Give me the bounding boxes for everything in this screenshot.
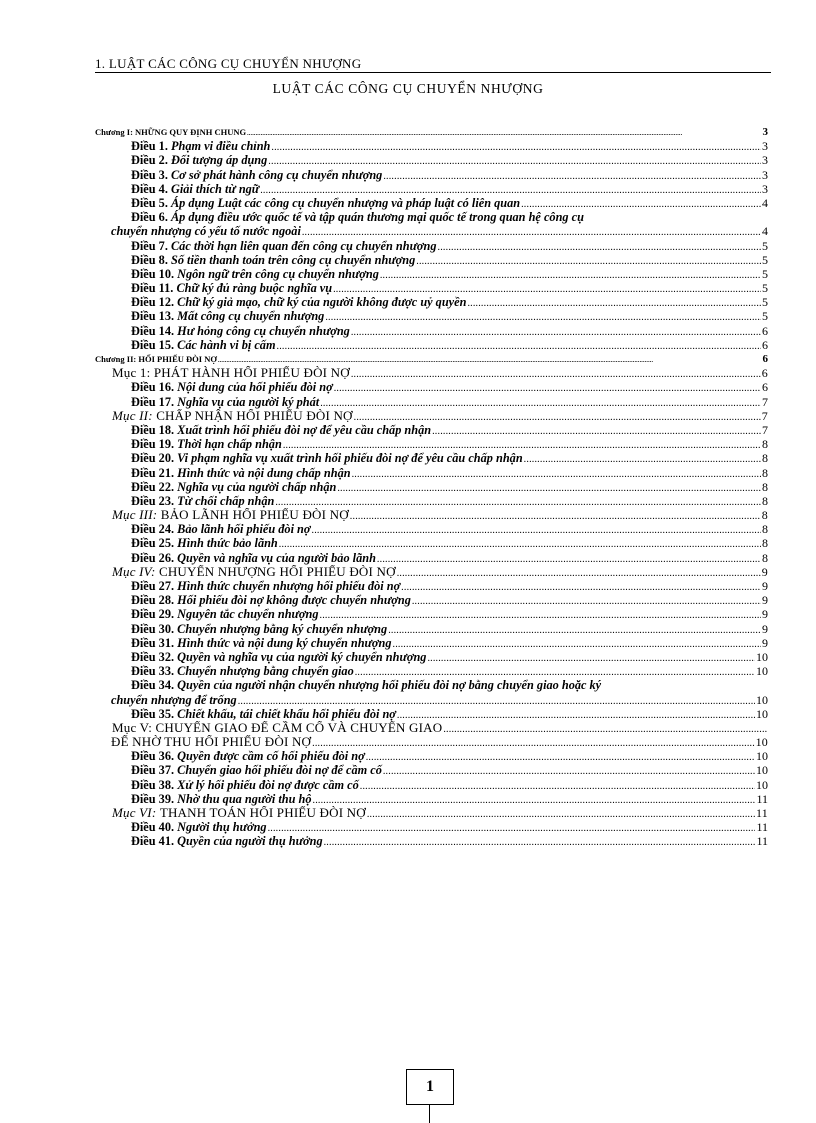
article-title: Giải thích từ ngữ [170, 181, 260, 196]
page-ref: 11 [756, 834, 768, 849]
article-title: Hình thức và nội dung ký chuyển nhượng [177, 635, 392, 650]
toc-section-entry[interactable] [95, 806, 768, 820]
toc-article-entry[interactable] [95, 210, 768, 224]
article-label: Điều 23. [131, 493, 175, 508]
article-text [131, 423, 431, 437]
article-text [131, 636, 392, 650]
dot-leader [312, 737, 754, 749]
article-label: Điều 7. [131, 238, 168, 253]
toc-section-entry[interactable] [95, 508, 768, 522]
article-text [131, 749, 365, 763]
page-ref: 5 [762, 266, 768, 281]
dot-leader [350, 510, 761, 522]
article-text [131, 466, 351, 480]
dot-leader [277, 340, 761, 352]
toc-article-entry[interactable] [95, 480, 768, 494]
article-title: Quyền của người thụ hưởng [177, 834, 323, 849]
article-title: Người thụ hưởng [177, 820, 267, 835]
dot-leader [247, 127, 754, 139]
toc-article-entry[interactable] [95, 281, 768, 295]
page-number-box: 1 [406, 1069, 454, 1105]
article-title: Chữ ký đủ ràng buộc nghĩa vụ [176, 281, 333, 296]
section-text [112, 508, 349, 522]
article-title: Nghĩa vụ của người ký phát [177, 394, 320, 409]
section-prefix: Mục III: [112, 508, 161, 523]
article-text [131, 139, 270, 153]
page-ref: 8 [762, 479, 768, 494]
article-text [131, 664, 354, 678]
article-label: Điều 4. [131, 181, 168, 196]
dot-leader [337, 482, 761, 494]
page-ref: 8 [762, 465, 768, 480]
table-of-contents [95, 125, 768, 849]
dot-leader [443, 723, 768, 735]
article-text [131, 763, 382, 777]
article-text [131, 267, 379, 281]
dot-leader [432, 425, 761, 437]
section-title-line1: Mục V: CHUYỂN GIAO ĐỂ CẦM CỐ VÀ CHUYỂN GIAO [112, 720, 443, 735]
page-ref: 10 [756, 692, 768, 707]
page-ref: 10 [756, 749, 768, 764]
toc-article-entry[interactable] [95, 168, 768, 182]
page-ref: 4 [762, 224, 768, 239]
article-title: Hình thức chuyển nhượng hối phiếu đòi nợ [177, 579, 401, 593]
page-ref: 7 [762, 394, 768, 409]
article-title: Xử lý hối phiếu đòi nợ được cầm cố [177, 777, 359, 792]
article-title: Cơ sở phát hành công cụ chuyển nhượng [170, 167, 383, 182]
article-label: Điều 38. [131, 777, 175, 792]
section-prefix: Mục IV: [112, 564, 159, 579]
page-ref: 3 [762, 181, 768, 196]
toc-section-entry[interactable] [95, 565, 768, 579]
page-ref: 8 [762, 522, 768, 537]
article-label: Điều 25. [131, 536, 175, 551]
article-label: Điều 18. [131, 422, 175, 437]
article-text [131, 153, 267, 167]
article-label: Điều 2. [131, 153, 168, 168]
section-text [112, 409, 353, 423]
article-title-line2: chuyển nhượng để trống [111, 692, 237, 707]
page-ref: 10 [756, 649, 768, 664]
toc-article-entry[interactable] [95, 749, 768, 763]
toc-article-entry[interactable] [95, 380, 768, 394]
page-ref: 8 [762, 451, 768, 466]
article-label: Điều 37. [131, 763, 175, 778]
article-label: Điều 34. [131, 678, 175, 693]
dot-leader [412, 595, 761, 607]
article-label: Điều 8. [131, 252, 168, 267]
toc-article-entry[interactable] [95, 395, 768, 409]
article-label: Điều 5. [131, 195, 168, 210]
article-title: Chuyển nhượng bằng chuyển giao [177, 664, 354, 679]
document-title: LUẬT CÁC CÔNG CỤ CHUYỂN NHƯỢNG [272, 81, 544, 96]
article-label: Điều 3. [131, 167, 168, 182]
article-text [131, 536, 278, 550]
dot-leader [324, 836, 756, 848]
dot-leader [312, 524, 762, 536]
article-text [131, 622, 387, 636]
toc-article-entry[interactable] [95, 607, 768, 621]
section-text [112, 366, 350, 380]
article-title: Quyền và nghĩa vụ của người ký chuyển nhượng [177, 649, 427, 664]
article-title: Các thời hạn liên quan đến công cụ chuyển nhượng [170, 238, 437, 253]
page-ref: 10 [755, 735, 768, 750]
dot-leader [416, 255, 761, 267]
toc-article-entry[interactable] [95, 466, 768, 480]
article-text [131, 834, 323, 848]
page-ref: 6 [761, 366, 768, 381]
dot-leader [268, 822, 756, 834]
toc-article-entry[interactable] [95, 622, 768, 636]
page-ref: 5 [762, 295, 768, 310]
dot-leader [302, 226, 761, 238]
page-ref: 7 [761, 408, 768, 423]
dot-leader [367, 808, 755, 820]
article-text [131, 778, 359, 792]
toc-article-entry[interactable] [95, 763, 768, 777]
dot-leader [380, 269, 761, 281]
article-title: Hình thức bảo lãnh [177, 536, 278, 551]
article-text [131, 551, 376, 565]
page-ref: 10 [756, 664, 768, 679]
article-text [131, 820, 267, 834]
dot-leader [355, 666, 755, 678]
article-label: Điều 19. [131, 437, 175, 452]
article-title: Vi phạm nghĩa vụ xuất trình hối phiếu đòi nợ để yêu cầu chấp nhận [177, 451, 523, 466]
article-title: Số tiền thanh toán trên công cụ chuyển nhượng [170, 252, 416, 267]
dot-leader [279, 538, 761, 550]
page-ref: 5 [762, 281, 768, 296]
toc-article-entry[interactable] [95, 579, 768, 593]
article-title: Thời hạn chấp nhận [177, 437, 282, 452]
article-text [131, 338, 276, 352]
page-ref: 8 [762, 550, 768, 565]
page-ref: 11 [756, 806, 768, 820]
toc-article-entry[interactable] [95, 324, 768, 338]
article-label: Điều 30. [131, 621, 175, 636]
article-title: Bảo lãnh hối phiếu đòi nợ [177, 522, 311, 537]
toc-article-entry[interactable] [95, 834, 768, 848]
dot-leader [354, 411, 761, 423]
article-text [131, 196, 520, 210]
article-title: Quyền được cầm cố hối phiếu đòi nợ [177, 749, 365, 764]
page-ref: 8 [761, 508, 768, 523]
section-title: CHUYỂN NHƯỢNG HỐI PHIẾU ĐÒI NỢ [158, 564, 396, 579]
toc-article-entry[interactable] [95, 707, 768, 721]
article-title: Các hành vi bị cấm [177, 337, 276, 352]
article-text [131, 494, 274, 508]
article-title: Chữ ký giả mạo, chữ ký của người không được uỷ quyền [177, 295, 467, 310]
page-ref: 5 [762, 238, 768, 253]
dot-leader [401, 581, 761, 593]
toc-article-entry[interactable] [95, 338, 768, 352]
dot-leader [393, 638, 762, 650]
section-text [112, 806, 366, 820]
dot-leader [352, 468, 761, 480]
dot-leader [334, 382, 761, 394]
page-ref: 6 [762, 380, 768, 395]
article-label: Điều 41. [131, 834, 175, 849]
page-ref: 6 [762, 337, 768, 352]
article-label: Điều 35. [131, 706, 175, 721]
dot-leader [325, 311, 761, 323]
page-ref: 9 [762, 621, 768, 636]
dot-leader [388, 624, 761, 636]
dot-leader [271, 141, 761, 153]
article-text [131, 168, 382, 182]
toc-section-entry-cont[interactable] [95, 735, 768, 749]
toc-chapter-entry[interactable] [95, 352, 768, 366]
page-ref: 3 [762, 139, 768, 154]
toc-section-entry[interactable] [95, 409, 768, 423]
article-text [131, 253, 415, 267]
article-title: Chiết khấu, tái chiết khấu hối phiếu đòi nợ [177, 706, 396, 721]
page-ref: 10 [756, 763, 768, 778]
article-text [131, 182, 259, 196]
section-title: CHẤP NHẬN HỐI PHIẾU ĐÒI NỢ [156, 408, 353, 423]
page-ref: 3 [762, 153, 768, 168]
article-title: Hối phiếu đòi nợ không được chuyển nhượng [177, 593, 411, 608]
article-label: Điều 24. [131, 522, 175, 537]
dot-leader [283, 439, 761, 451]
article-text [131, 650, 426, 664]
article-label: Điều 26. [131, 550, 175, 565]
dot-leader [238, 695, 755, 707]
toc-article-entry[interactable] [95, 664, 768, 678]
article-text [131, 792, 312, 806]
article-label: Điều 31. [131, 635, 175, 650]
article-text [131, 324, 350, 338]
page-ref: 11 [756, 791, 768, 806]
page-ref: 3 [762, 126, 768, 138]
page-ref: 9 [761, 564, 768, 579]
toc-article-entry[interactable] [95, 437, 768, 451]
article-label: Điều 14. [131, 323, 175, 338]
dot-leader [333, 283, 761, 295]
article-title: Đối tượng áp dụng [170, 153, 268, 168]
article-label: Điều 27. [131, 579, 175, 593]
article-label: Điều 39. [131, 791, 175, 806]
article-text [131, 451, 523, 465]
toc-article-entry[interactable] [95, 778, 768, 792]
page-ref: 9 [762, 635, 768, 650]
dot-leader [268, 155, 761, 167]
toc-article-entry[interactable] [95, 182, 768, 196]
section-prefix: Mục 1: [112, 366, 154, 381]
article-label: Điều 40. [131, 820, 175, 835]
dot-leader [275, 496, 761, 508]
page-ref: 9 [762, 593, 768, 608]
page-ref: 9 [762, 579, 768, 593]
dot-leader [366, 751, 755, 763]
section-prefix: Mục VI: [112, 806, 160, 820]
section-title-line2: ĐỂ NHỜ THU HỐI PHIẾU ĐÒI NỢ [111, 735, 312, 750]
dot-leader [351, 326, 761, 338]
chapter-title: Chương II: HỐI PHIẾU ĐÒI NỢ [95, 354, 217, 364]
dot-leader [521, 198, 761, 210]
article-text [131, 295, 466, 309]
article-text [131, 522, 311, 536]
article-title-line1: Áp dụng điều ước quốc tế và tập quán thương mại quốc tế trong quan hệ công cụ [170, 210, 584, 225]
toc-section-entry[interactable] [95, 366, 768, 380]
article-title: Ngôn ngữ trên công cụ chuyển nhượng [177, 266, 379, 281]
dot-leader [260, 184, 761, 196]
page-ref: 8 [762, 536, 768, 551]
dot-leader [427, 652, 755, 664]
dot-leader [320, 609, 761, 621]
page-number-tick [429, 1104, 430, 1123]
article-text [131, 437, 282, 451]
dot-leader [467, 297, 761, 309]
article-label: Điều 17. [131, 394, 175, 409]
article-text [131, 593, 411, 607]
page-ref: 8 [762, 437, 768, 452]
article-label: Điều 6. [131, 210, 168, 225]
dot-leader [438, 241, 761, 253]
article-text [131, 480, 336, 494]
article-label: Điều 16. [131, 380, 175, 395]
dot-leader [313, 794, 756, 806]
toc-article-entry[interactable] [95, 139, 768, 153]
toc-article-entry[interactable] [95, 153, 768, 167]
toc-article-entry-cont[interactable] [95, 693, 768, 707]
toc-section-entry[interactable] [95, 721, 768, 735]
page-ref: 8 [762, 493, 768, 508]
article-title: Quyền và nghĩa vụ của người bảo lãnh [177, 550, 376, 565]
page-ref: 6 [762, 353, 768, 365]
toc-article-entry-cont[interactable] [95, 224, 768, 238]
section-header-title: 1. LUẬT CÁC CÔNG CỤ CHUYỂN NHƯỢNG [95, 56, 771, 73]
toc-article-entry[interactable] [95, 551, 768, 565]
section-title: BẢO LÃNH HỐI PHIẾU ĐÒI NỢ [160, 508, 349, 523]
article-title: Từ chối chấp nhận [177, 493, 275, 508]
page-ref: 5 [762, 252, 768, 267]
article-text [131, 579, 400, 593]
toc-article-entry[interactable] [95, 253, 768, 267]
article-title: Nội dung của hối phiếu đòi nợ [177, 380, 333, 395]
article-label: Điều 22. [131, 479, 175, 494]
dot-leader [351, 368, 761, 380]
page-ref: 11 [756, 820, 768, 835]
article-label: Điều 29. [131, 607, 175, 622]
toc-article-entry[interactable] [95, 678, 768, 692]
toc-article-entry[interactable] [95, 309, 768, 323]
toc-article-entry[interactable] [95, 522, 768, 536]
article-text [131, 281, 332, 295]
article-title: Mất công cụ chuyển nhượng [177, 309, 325, 324]
toc-article-entry[interactable] [95, 820, 768, 834]
article-label: Điều 28. [131, 593, 175, 608]
page-ref: 6 [762, 323, 768, 338]
page-ref: 10 [756, 777, 768, 792]
dot-leader [377, 553, 761, 565]
article-label: Điều 32. [131, 649, 175, 664]
article-label: Điều 20. [131, 451, 175, 466]
toc-article-entry[interactable] [95, 636, 768, 650]
toc-article-entry[interactable] [95, 451, 768, 465]
toc-article-entry[interactable] [95, 423, 768, 437]
article-title: Hư hỏng công cụ chuyển nhượng [177, 323, 350, 338]
article-text [131, 380, 333, 394]
dot-leader [524, 453, 761, 465]
toc-chapter-entry[interactable] [95, 125, 768, 139]
article-title: Hình thức và nội dung chấp nhận [177, 465, 351, 480]
article-title: Chuyển giao hối phiếu đòi nợ để cầm cố [177, 763, 382, 778]
article-title: Chuyển nhượng bằng ký chuyển nhượng [177, 621, 388, 636]
toc-article-entry[interactable] [95, 196, 768, 210]
page-ref: 10 [756, 706, 768, 721]
dot-leader [383, 170, 761, 182]
page-ref: 4 [762, 195, 768, 210]
article-title-line2: chuyển nhượng có yếu tố nước ngoài [111, 224, 301, 239]
dot-leader [383, 765, 755, 777]
article-label: Điều 10. [131, 266, 175, 281]
article-label: Điều 12. [131, 295, 175, 310]
article-title: Nguyên tắc chuyển nhượng [177, 607, 319, 622]
section-prefix: Mục II: [112, 408, 157, 423]
dot-leader [397, 709, 755, 721]
article-title: Nghĩa vụ của người chấp nhận [177, 479, 337, 494]
dot-leader [320, 397, 761, 409]
article-label: Điều 13. [131, 309, 175, 324]
article-label: Điều 15. [131, 337, 175, 352]
section-text [112, 565, 396, 579]
article-text [131, 607, 319, 621]
toc-article-entry[interactable] [95, 650, 768, 664]
article-text [131, 309, 324, 323]
page-ref: 7 [762, 422, 768, 437]
section-title: PHÁT HÀNH HỐI PHIẾU ĐÒI NỢ [153, 366, 350, 381]
article-label: Điều 21. [131, 465, 175, 480]
article-label: Điều 36. [131, 749, 175, 764]
article-title: Áp dụng Luật các công cụ chuyển nhượng và pháp luật có liên quan [170, 195, 521, 210]
article-label: Điều 11. [131, 281, 174, 296]
toc-article-entry[interactable] [95, 536, 768, 550]
section-title: THANH TOÁN HỐI PHIẾU ĐÒI NỢ [159, 806, 366, 820]
dot-leader [360, 780, 755, 792]
article-text [131, 395, 319, 409]
article-title: Nhờ thu qua người thu hộ [177, 791, 312, 806]
article-label: Điều 33. [131, 664, 175, 679]
page-ref: 5 [762, 309, 768, 324]
toc-article-entry[interactable] [95, 239, 768, 253]
article-title-line1: Quyền của người nhận chuyển nhượng hối phiếu đòi nợ bằng chuyển giao hoặc ký [177, 678, 602, 693]
article-title: Phạm vi điều chỉnh [170, 139, 271, 154]
article-text [131, 239, 437, 253]
chapter-title: Chương I: NHỮNG QUY ĐỊNH CHUNG [95, 127, 247, 137]
toc-article-entry[interactable] [95, 267, 768, 281]
toc-article-entry[interactable] [95, 792, 768, 806]
toc-article-entry[interactable] [95, 593, 768, 607]
page-ref: 9 [762, 607, 768, 622]
article-title: Xuất trình hối phiếu đòi nợ để yêu cầu chấp nhận [177, 422, 432, 437]
dot-leader [218, 354, 755, 366]
toc-article-entry[interactable] [95, 295, 768, 309]
dot-leader [397, 567, 761, 579]
page-ref: 3 [762, 167, 768, 182]
toc-article-entry[interactable] [95, 494, 768, 508]
article-label: Điều 1. [131, 139, 168, 154]
article-text [131, 707, 396, 721]
